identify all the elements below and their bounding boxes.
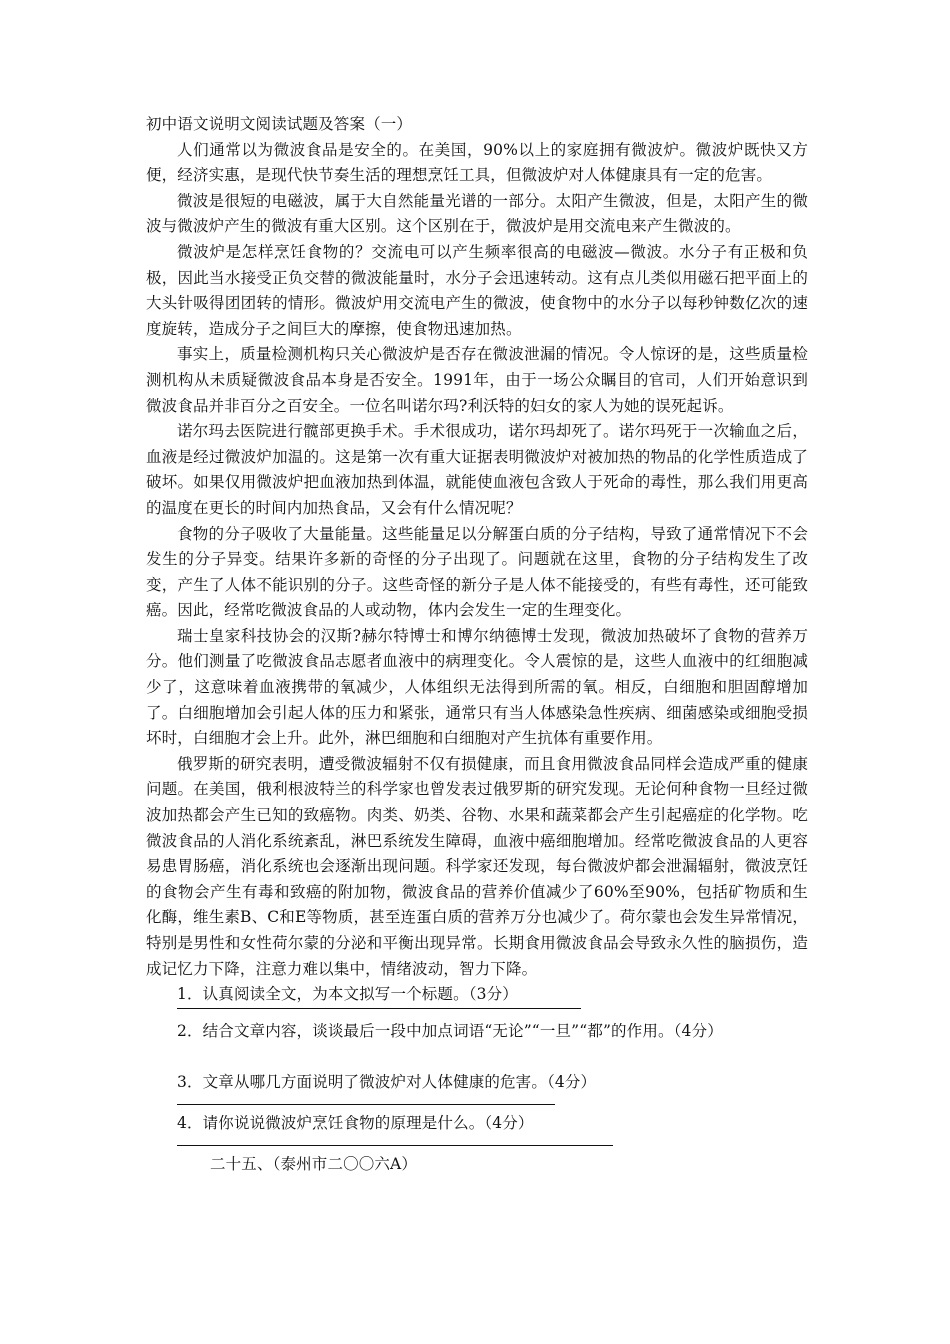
paragraph: 事实上，质量检测机构只关心微波炉是否存在微波泄漏的情况。令人惊讶的是，这些质量检测机构从未质疑微波食品本身是否安全。1991年，由于一场公众瞩目的官司，人们开始意识到微波食品并非百分之百安全。一位名叫诺尔玛?利沃特的妇女的家人为她的误死起诉。 bbox=[146, 345, 808, 415]
document-title: 初中语文说明文阅读试题及答案（一） bbox=[146, 115, 413, 133]
question-3: 3．文章从哪几方面说明了微波炉对人体健康的危害。（4分） bbox=[177, 1073, 597, 1092]
paragraph: 微波炉是怎样烹饪食物的？交流电可以产生频率很高的电磁波—微波。水分子有正极和负极，因此当水接受正负交替的微波能量时，水分子会迅速转动。这有点儿类似用磁石把平面上的大头针吸得团团转的情形。微波炉用交流电产生的微波，使食物中的水分子以每秒钟数亿次的速度旋转，造成分子之间巨大的摩擦，使食物迅速加热。 bbox=[146, 242, 808, 338]
paragraph: 诺尔玛去医院进行髋部更换手术。手术很成功，诺尔玛却死了。诺尔玛死于一次输血之后，血液是经过微波炉加温的。这是第一次有重大证据表明微波炉对被加热的物品的化学性质造成了破坏。如果仅用微波炉把血液加热到体温，就能使血液包含致人于死命的毒性，那么我们用更高的温度在更长的时间内加热食品，又会有什么情况呢？ bbox=[146, 422, 808, 517]
spacer bbox=[146, 1009, 808, 1019]
answer-space-2 bbox=[146, 1044, 808, 1070]
paragraph: 人们通常以为微波食品是安全的。在美国，90%以上的家庭拥有微波炉。微波炉既快又方便，经济实惠，是现代快节奏生活的理想烹饪工具，但微波炉对人体健康具有一定的危害。 bbox=[146, 140, 808, 185]
paragraph: 俄罗斯的研究表明，遭受微波辐射不仅有损健康，而且食用微波食品同样会造成严重的健康问题。在美国，俄利根波特兰的科学家也曾发表过俄罗斯的研究发现。无论何种食物一旦经过微波加热都会产生已知的致癌物。肉类、奶类、谷物、水果和蔬菜都会产生引起癌症的化学物。吃微波食品的人消化系统紊乱，淋巴系统发生障碍，血液中癌细胞增加。经常吃微波食品的人更容易患胃肠癌，消化系统也会逐渐出现问题。科学家还发现，每台微波炉都会泄漏辐射，微波烹饪的食物会产生有毒和致癌的附加物，微波食品的营养价值减少了60%至90%，包括矿物质和生化酶，维生素B、C和E等物质，甚至连蛋白质的营养万分也减少了。荷尔蒙也会发生异常情况，特别是男性和女性荷尔蒙的分泌和平衡出现异常。长期食用微波食品会导致永久性的脑损伤，造成记忆力下降，注意力难以集中，情绪波动，智力下降。 bbox=[146, 754, 808, 978]
question-1: 1．认真阅读全文，为本文拟写一个标题。（3分） bbox=[177, 985, 518, 1004]
next-section-heading: 二十五、（泰州市二〇〇六A） bbox=[210, 1154, 418, 1173]
question-4: 4．请你说说微波炉烹饪食物的原理是什么。（4分） bbox=[177, 1113, 534, 1132]
paragraph: 食物的分子吸收了大量能量。这些能量足以分解蛋白质的分子结构，导致了通常情况下不会发生的分子异变。结果许多新的奇怪的分子出现了。问题就在这里，食物的分子结构发生了改变，产生了人体不能识别的分子。这些奇怪的新分子是人体不能接受的，有些有毒性，还可能致癌。因此，经常吃微波食品的人或动物，体内会发生一定的生理变化。 bbox=[146, 524, 808, 620]
document-page bbox=[146, 112, 808, 1177]
paragraph: 瑞士皇家科技协会的汉斯?赫尔特博士和博尔纳德博士发现，微波加热破坏了食物的营养万分。他们测量了吃微波食品志愿者血液中的病理变化。令人震惊的是，这些人血液中的红细胞减少了，这意味着血液携带的氧减少，人体组织无法得到所需的氧。相反，白细胞和胆固醇增加了。白细胞增加会引起人体的压力和紧张，通常只有当人体感染急性疾病、细菌感染或细胞受损坏时，白细胞才会上升。此外，淋巴细胞和白细胞对产生抗体有重要作用。 bbox=[146, 626, 808, 748]
question-2: 2．结合文章内容，谈谈最后一段中加点词语“无论”“一旦”“都”的作用。（4分） bbox=[177, 1021, 723, 1040]
paragraph: 微波是很短的电磁波，属于大自然能量光谱的一部分。太阳产生微波，但是，太阳产生的微波与微波炉产生的微波有重大区别。这个区别在于，微波炉是用交流电来产生微波的。 bbox=[146, 191, 808, 236]
